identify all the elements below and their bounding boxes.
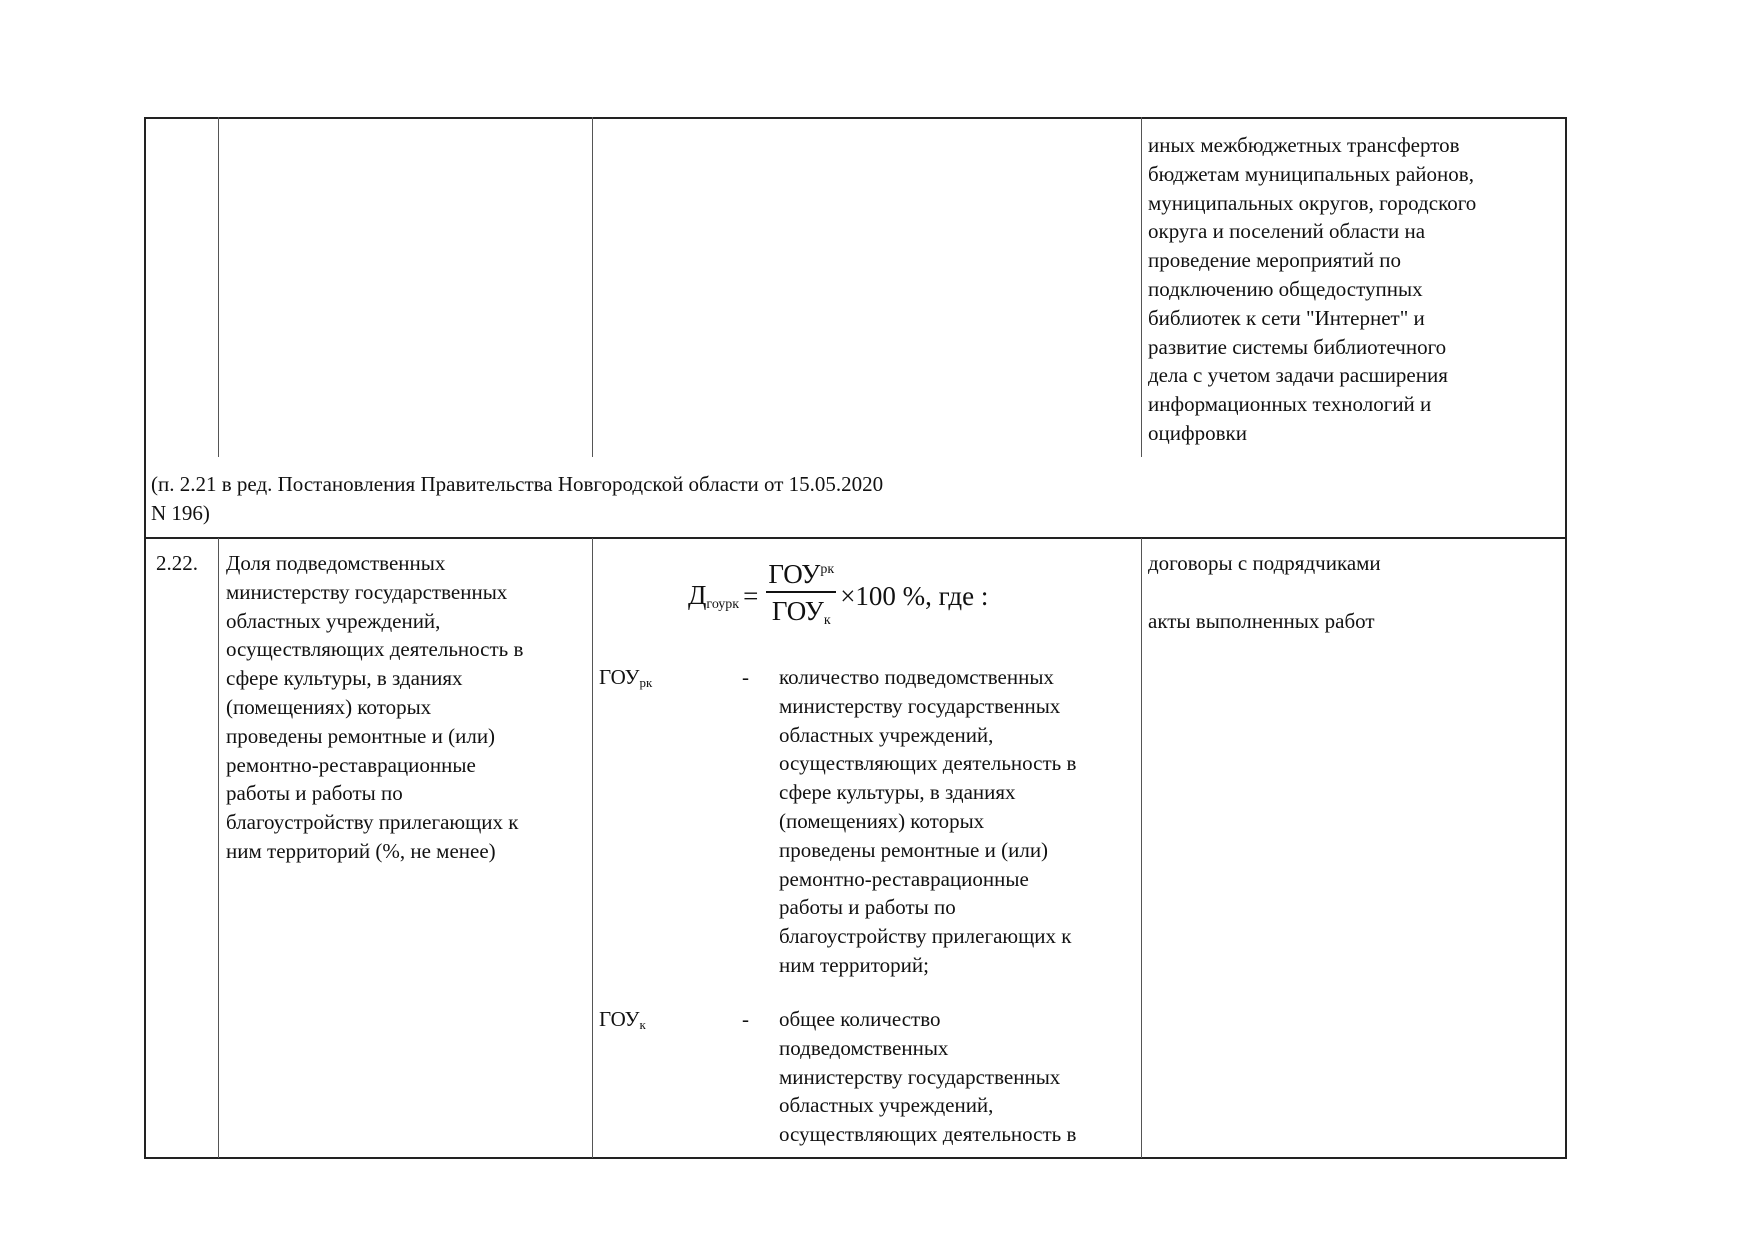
text-line: проведены ремонтные и (или) <box>779 837 1049 862</box>
amendment-note <box>151 470 883 528</box>
column-divider <box>1141 117 1142 457</box>
formula-fraction <box>766 555 836 637</box>
text-line: подключению общедоступных <box>1148 276 1423 301</box>
formula-numerator <box>766 555 836 593</box>
column-divider <box>1141 538 1142 1158</box>
formula-symbol: Д <box>688 579 707 610</box>
symbol-text: ГОУ <box>599 665 640 689</box>
column-divider <box>592 117 593 457</box>
text-line: благоустройству прилегающих к <box>226 810 519 835</box>
text-line: ремонтно-реставрационные <box>779 866 1029 891</box>
table-left-border <box>144 117 146 1159</box>
formula-subscript: гоурк <box>706 596 740 612</box>
text-line: информационных технологий и <box>1148 392 1432 417</box>
text-line: общее количество <box>779 1007 941 1031</box>
text-line: сфере культуры, в зданиях <box>779 780 1016 805</box>
table-right-border <box>1565 117 1567 1159</box>
definition-text <box>779 1005 1076 1149</box>
text-line: работы и работы по <box>226 781 403 806</box>
column-divider <box>218 117 219 457</box>
formula-symbol: ГОУ <box>771 596 824 626</box>
formula-denominator <box>772 593 831 637</box>
column-divider <box>218 538 219 1158</box>
indicator-name <box>226 549 523 866</box>
text-line: министерству государственных <box>779 1064 1061 1089</box>
column-divider <box>592 538 593 1158</box>
text-line: областных учреждений, <box>779 1093 994 1118</box>
definition-symbol <box>599 1005 646 1040</box>
formula-lhs <box>688 580 739 613</box>
symbol-subscript: рк <box>639 675 653 690</box>
text-line: сфере культуры, в зданиях <box>226 666 463 691</box>
data-source: акты выполненных работ <box>1148 609 1375 633</box>
calculation-formula <box>688 556 988 636</box>
text-line: осуществляющих деятельность в <box>779 751 1077 776</box>
text-line: ремонтно-реставрационные <box>226 752 476 777</box>
text-line: бюджетам муниципальных районов, <box>1148 161 1474 186</box>
text-line: оцифровки <box>1148 420 1247 445</box>
text-line: дела с учетом задачи расширения <box>1148 363 1448 388</box>
text-line: (помещениях) которых <box>226 694 432 719</box>
text-line: Доля подведомственных <box>226 551 446 575</box>
text-line: (п. 2.21 в ред. Постановления Правительства Новгородской области от 15.05.2020 <box>151 472 884 496</box>
table-top-border <box>144 117 1567 119</box>
text-line: областных учреждений, <box>779 722 994 747</box>
formula-symbol: ГОУ <box>768 559 821 589</box>
row-separator <box>144 537 1567 539</box>
text-line: подведомственных <box>779 1035 949 1060</box>
text-line: осуществляющих деятельность в <box>226 637 524 662</box>
formula-equals: = <box>743 580 759 611</box>
text-line: благоустройству прилегающих к <box>779 924 1072 949</box>
text-line: иных межбюджетных трансфертов <box>1148 133 1460 157</box>
text-line: количество подведомственных <box>779 665 1054 689</box>
text-line: округа и поселений области на <box>1148 219 1426 244</box>
formula-subscript: рк <box>820 562 835 577</box>
text-line: проведение мероприятий по <box>1148 248 1402 273</box>
text-line: муниципальных округов, городского <box>1148 190 1477 215</box>
data-source: договоры с подрядчиками <box>1148 551 1381 575</box>
text-line: развитие системы библиотечного <box>1148 334 1447 359</box>
definition-dash: - <box>742 1007 749 1031</box>
previous-row-source <box>1148 131 1476 448</box>
text-line: ним территорий; <box>779 952 929 977</box>
text-line: работы и работы по <box>779 895 956 920</box>
definition-symbol <box>599 663 652 698</box>
text-line: ним территорий (%, не менее) <box>226 838 496 863</box>
text-line: (помещениях) которых <box>779 808 985 833</box>
formula-subscript: к <box>823 613 831 628</box>
symbol-text: ГОУ <box>599 1007 640 1031</box>
text-line: N 196) <box>151 500 210 525</box>
definition-dash: - <box>742 665 749 689</box>
text-line: министерству государственных <box>779 693 1061 718</box>
text-line: проведены ремонтные и (или) <box>226 723 496 748</box>
text-line: министерству государственных <box>226 579 508 604</box>
formula-tail: ×100 %, где : <box>840 580 989 611</box>
table-bottom-border <box>144 1157 1567 1159</box>
text-line: областных учреждений, <box>226 608 441 633</box>
symbol-subscript: к <box>639 1017 646 1032</box>
definition-text <box>779 663 1076 980</box>
row-number: 2.22. <box>156 551 198 575</box>
text-line: осуществляющих деятельность в <box>779 1122 1077 1147</box>
text-line: библиотек к сети "Интернет" и <box>1148 305 1425 330</box>
